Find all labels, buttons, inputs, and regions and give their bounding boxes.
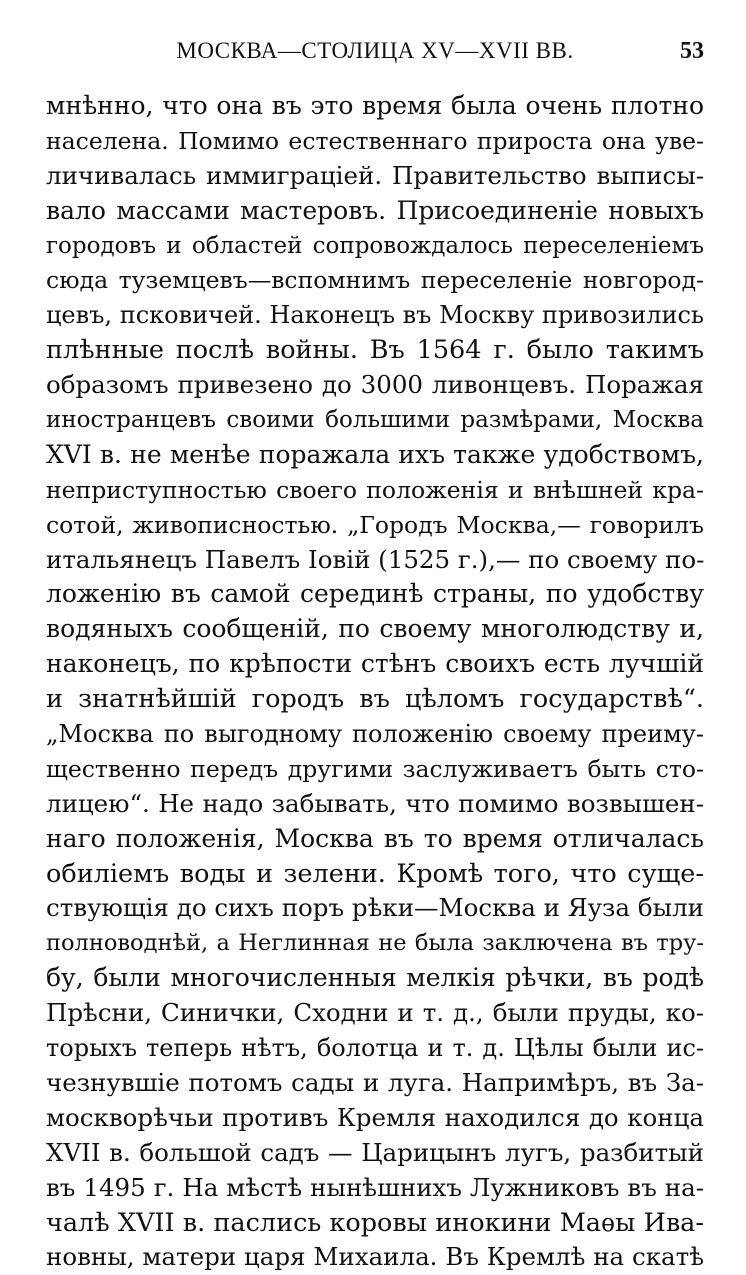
text-line: цевъ, псковичей. Наконецъ въ Москву привозились	[46, 301, 704, 330]
text-line: городовъ и областей сопровождалось переселеніемъ	[46, 232, 704, 259]
text-line: бу, были многочисленныя мелкія рѣчки, въ родѣ	[46, 963, 704, 993]
text-line: XVI в. не менѣе поражала ихъ также удобствомъ,	[46, 439, 704, 469]
text-line: ложенію въ самой серединѣ страны, по удобству	[46, 579, 704, 609]
text-line: и знатнѣйшій городъ въ цѣломъ государствѣ“.	[46, 684, 704, 715]
text-line: чезнувшіе потомъ сады и луга. Напримѣръ, въ За-	[46, 1067, 704, 1097]
text-line: въ 1495 г. На мѣстѣ нынѣшнихъ Лужниковъ въ на-	[46, 1172, 704, 1202]
text-line: мнѣнно, что она въ это время была очень плотно	[46, 91, 704, 120]
text-line: сюда туземцевъ—вспомнимъ переселеніе новгород-	[46, 266, 704, 295]
text-line: XVII в. большой садъ — Царицынъ лугъ, разбитый	[46, 1137, 704, 1167]
running-head	[46, 38, 704, 72]
text-line: наго положенія, Москва въ то время отличалась	[46, 823, 704, 853]
text-line: вало массами мастеровъ. Присоединеніе новыхъ	[46, 195, 704, 225]
text-line: итальянецъ Павелъ Іовій (1525 г.),— по своему по-	[46, 544, 705, 574]
text-line: Прѣсни, Синички, Сходни и т. д., были пруды, ко-	[46, 998, 704, 1028]
text-line: образомъ привезено до 3000 ливонцевъ. Поражая	[46, 370, 704, 400]
text-line: сотой, живописностью. „Городъ Москва,— говорилъ	[46, 510, 704, 539]
text-line: неприступностью своего положенія и внѣшней кра-	[46, 475, 704, 504]
text-line: населена. Помимо естественнаго прироста она уве-	[46, 126, 704, 155]
text-line: обиліемъ воды и зелени. Кромѣ того, что суще-	[46, 858, 704, 889]
text-line: личивалась иммиграціей. Правительство выписы-	[46, 160, 704, 190]
running-title: МОСКВА—СТОЛИЦА XV—XVII ВВ.	[176, 38, 574, 63]
text-line: торыхъ теперь нѣтъ, болотца и т. д. Цѣлы были ис-	[46, 1034, 704, 1063]
text-line: щественно передъ другими заслуживаетъ быть сто-	[46, 754, 704, 783]
text-line: иностранцевъ своими большими размѣрами, Москва	[46, 407, 704, 434]
text-line: ствующія до сихъ поръ рѣки—Москва и Яуза были	[46, 893, 704, 923]
body-text	[46, 89, 704, 1275]
text-line: полноводнѣй, а Неглинная не была заключена въ тру-	[46, 930, 704, 957]
text-line: чалѣ XVII в. паслись коровы инокини Маѳы Ива-	[46, 1207, 704, 1238]
text-line: новны, матери царя Михаила. Въ Кремлѣ на скатѣ	[46, 1242, 704, 1272]
page-number: 53	[680, 38, 704, 64]
text-line: плѣнные послѣ войны. Въ 1564 г. было такимъ	[46, 335, 704, 366]
text-line: наконецъ, по крѣпости стѣнъ своихъ есть лучшій	[46, 649, 704, 679]
text-line: водяныхъ сообщеній, по своему многолюдству и,	[46, 614, 704, 644]
text-line: москворѣчьи противъ Кремля находился до конца	[46, 1102, 704, 1132]
text-line: „Москва по выгодному положенію своему преиму-	[46, 720, 704, 749]
text-line: лицею“. Не надо забывать, что помимо возвышен-	[46, 788, 704, 818]
